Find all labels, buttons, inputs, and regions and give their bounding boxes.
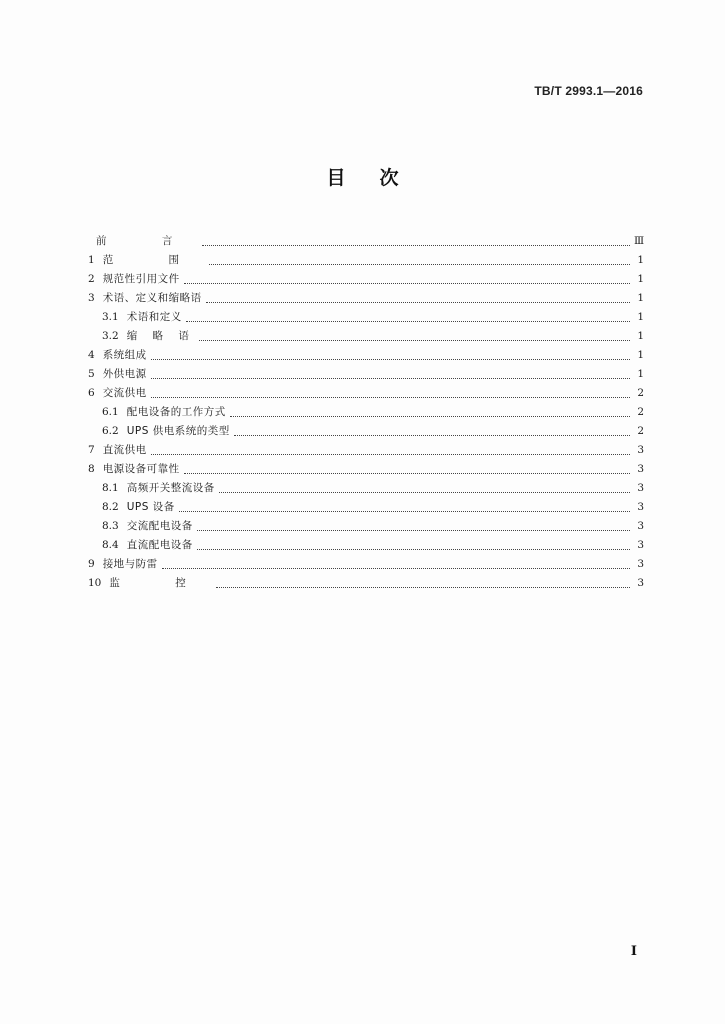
toc-entry-label: 外供电源 xyxy=(102,368,147,380)
toc-leader-dots xyxy=(184,282,630,284)
toc-entry-page: 1 xyxy=(637,330,644,342)
document-code: TB/T 2993.1—2016 xyxy=(534,84,643,98)
toc-leader-dots xyxy=(202,244,630,246)
toc-entry[interactable] xyxy=(88,441,644,460)
toc-leader-dots xyxy=(151,358,630,360)
toc-entry-number: 8.3 xyxy=(102,520,119,532)
toc-leader-dots xyxy=(206,301,630,303)
toc-leader-dots xyxy=(184,472,630,474)
toc-entry[interactable] xyxy=(88,460,644,479)
toc-leader-dots xyxy=(197,548,630,550)
toc-entry-page: 1 xyxy=(637,311,644,323)
toc-entry-label: 术语和定义 xyxy=(126,311,182,323)
toc-entry-page: 3 xyxy=(637,482,644,494)
toc-entry-label: 交流配电设备 xyxy=(126,520,193,532)
toc-entry-number: 1 xyxy=(88,254,95,266)
toc-entry-label: UPS 设备 xyxy=(126,501,175,513)
toc-entry-label: 电源设备可靠性 xyxy=(102,463,180,475)
toc-entry[interactable] xyxy=(88,346,644,365)
toc-leader-dots xyxy=(186,320,630,322)
toc-entry-page: 2 xyxy=(637,387,644,399)
toc-entry[interactable] xyxy=(88,574,644,593)
toc-entry-page: 2 xyxy=(637,406,644,418)
toc-entry-number: 3.2 xyxy=(102,330,119,342)
toc-leader-dots xyxy=(209,263,630,265)
toc-entry[interactable] xyxy=(88,555,644,574)
toc-entry-number: 8.1 xyxy=(102,482,119,494)
toc-entry-page: 1 xyxy=(637,292,644,304)
toc-leader-dots xyxy=(230,415,630,417)
toc-leader-dots xyxy=(216,586,630,588)
toc-entry-page: 3 xyxy=(637,558,644,570)
toc-entry-page: 1 xyxy=(637,273,644,285)
toc-entry-label: 交流供电 xyxy=(102,387,147,399)
toc-entry-page: 1 xyxy=(637,349,644,361)
toc-entry-label: 配电设备的工作方式 xyxy=(126,406,226,418)
toc-leader-dots xyxy=(197,529,630,531)
toc-entry[interactable] xyxy=(88,232,644,251)
toc-entry-number: 3.1 xyxy=(102,311,119,323)
toc-entry-page: 3 xyxy=(637,577,644,589)
toc-leader-dots xyxy=(151,396,630,398)
toc-leader-dots xyxy=(162,567,630,569)
toc-entry[interactable] xyxy=(88,403,644,422)
toc-entry[interactable] xyxy=(88,517,644,536)
toc-leader-dots xyxy=(199,339,630,341)
toc-leader-dots xyxy=(234,434,630,436)
toc-entry-label: 缩 略 语 xyxy=(126,330,195,342)
toc-entry-page: 3 xyxy=(637,539,644,551)
toc-entry-number: 2 xyxy=(88,273,95,285)
toc-entry[interactable] xyxy=(88,384,644,403)
toc-entry-label: 直流供电 xyxy=(102,444,147,456)
toc-entry-label: UPS 供电系统的类型 xyxy=(126,425,230,437)
toc-leader-dots xyxy=(151,377,630,379)
toc-entry[interactable] xyxy=(88,251,644,270)
page-number: I xyxy=(630,944,637,959)
toc-entry[interactable] xyxy=(88,327,644,346)
toc-entry[interactable] xyxy=(88,422,644,441)
toc-entry-number: 4 xyxy=(88,349,95,361)
toc-entry-page: 1 xyxy=(637,368,644,380)
toc-entry[interactable] xyxy=(88,479,644,498)
toc-entry-label: 接地与防雷 xyxy=(102,558,158,570)
toc-title: 目次 xyxy=(326,167,433,189)
toc-entry-number: 5 xyxy=(88,368,95,380)
toc-entry-page: 3 xyxy=(637,444,644,456)
toc-entry-number: 8.4 xyxy=(102,539,119,551)
toc-entry-label: 高频开关整流设备 xyxy=(126,482,215,494)
toc-entry-page: 3 xyxy=(637,463,644,475)
toc-entry-number: 8 xyxy=(88,463,95,475)
toc-entry[interactable] xyxy=(88,498,644,517)
toc-entry-label: 规范性引用文件 xyxy=(102,273,180,285)
toc-entry-label: 系统组成 xyxy=(102,349,147,361)
toc-entry-number: 9 xyxy=(88,558,95,570)
toc-entry[interactable] xyxy=(88,308,644,327)
toc-entry-number: 3 xyxy=(88,292,95,304)
toc-entry[interactable] xyxy=(88,289,644,308)
toc-entry-number: 7 xyxy=(88,444,95,456)
toc-entry-number: 10 xyxy=(88,577,102,589)
toc-entry-number: 8.2 xyxy=(102,501,119,513)
table-of-contents xyxy=(88,232,644,593)
toc-entry-label: 监 控 xyxy=(109,577,212,589)
toc-leader-dots xyxy=(151,453,630,455)
toc-entry[interactable] xyxy=(88,270,644,289)
toc-entry[interactable] xyxy=(88,365,644,384)
toc-entry-label: 前 言 xyxy=(96,235,199,247)
toc-entry-page: Ⅲ xyxy=(634,235,645,247)
toc-entry-number: 6 xyxy=(88,387,95,399)
toc-entry-page: 2 xyxy=(637,425,644,437)
toc-entry[interactable] xyxy=(88,536,644,555)
toc-leader-dots xyxy=(179,510,630,512)
toc-entry-number: 6.1 xyxy=(102,406,119,418)
toc-entry-label: 范 围 xyxy=(102,254,206,266)
toc-entry-number: 6.2 xyxy=(102,425,119,437)
toc-entry-page: 3 xyxy=(637,520,644,532)
toc-entry-page: 1 xyxy=(637,254,644,266)
toc-entry-page: 3 xyxy=(637,501,644,513)
toc-entry-label: 直流配电设备 xyxy=(126,539,193,551)
toc-leader-dots xyxy=(219,491,630,493)
toc-entry-label: 术语、定义和缩略语 xyxy=(102,292,202,304)
